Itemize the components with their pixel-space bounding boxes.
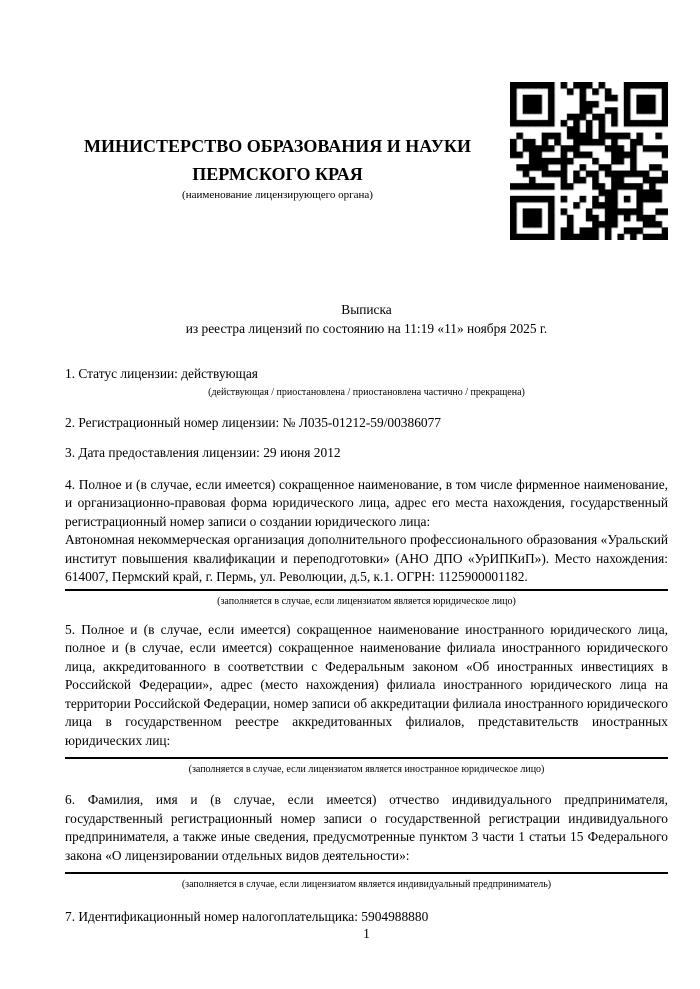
- foreign-entity-caption: (заполняется в случае, если лицензиатом является иностранное юридическое лицо): [188, 764, 545, 775]
- license-date-text: 3. Дата предоставления лицензии: 29 июня 2012: [65, 445, 341, 460]
- legal-entity-prompt: 4. Полное и (в случае, если имеется) сокращенное наименование, в том числе фирменное наименование, и организационно-правовая форма юридического лица, адрес его места нахождения, государственный регистрационный номер записи о создании юридического лица:: [65, 476, 668, 529]
- org-caption: (наименование лицензирующего органа): [182, 189, 373, 201]
- item-legal-entity: [65, 476, 668, 608]
- document-title: [65, 300, 668, 338]
- org-name-line1: МИНИСТЕРСТВО ОБРАЗОВАНИЯ И НАУКИ: [84, 136, 471, 156]
- license-status-text: 1. Статус лицензии: действующая: [65, 366, 258, 381]
- taxpayer-number-text: 7. Идентификационный номер налогоплательщика: 5904988880: [65, 909, 429, 924]
- item-license-date: [65, 444, 668, 463]
- legal-entity-value: Автономная некоммерческая организация дополнительного профессионального образования «Уральский институт повышения квалификации и переподготовки» (АНО ДПО «УрИПКиП»). Место нахождения: 614007, Пермский край, г. Пермь, ул. Революции, д.5, к.1. ОГРН: 1125900001182.: [65, 532, 668, 584]
- document-header: [65, 82, 668, 240]
- item-registration-number: [65, 414, 668, 433]
- licensing-authority-block: [65, 132, 510, 201]
- org-name-line2: ПЕРМСКОГО КРАЯ: [192, 164, 363, 184]
- license-status-caption: (действующая / приостановлена / приостановлена частично / прекращена): [208, 386, 525, 398]
- foreign-entity-prompt: 5. Полное и (в случае, если имеется) сокращенное наименование иностранного юридического лица, полное и (в случае, если имеется) сокращенное наименование филиала иностранного юридического лица, аккредитованного в соответствии с Федеральным законом «Об иностранных инвестициях в Российской Федерации», адрес (место нахождения) филиала иностранного юридического лица на территории Российской Федерации, номер записи об аккредитации филиала иностранного юридического лица в государственном реестре аккредитованных филиалов, представительств иностранных юридических лиц:: [65, 621, 668, 748]
- qr-code-icon: [510, 82, 668, 240]
- item-license-status: [65, 365, 668, 399]
- item-foreign-entity: [65, 621, 668, 777]
- title-line1: Выписка: [341, 302, 392, 317]
- item-taxpayer-number: [65, 908, 668, 927]
- individual-entrepreneur-caption: (заполняется в случае, если лицензиатом является индивидуальный предприниматель): [181, 879, 552, 890]
- org-name: [65, 132, 490, 188]
- page-number: 1: [363, 926, 370, 941]
- legal-entity-caption: (заполняется в случае, если лицензиатом является юридическое лицо): [217, 595, 516, 607]
- registration-number-text: 2. Регистрационный номер лицензии: № Л035-01212-59/00386077: [65, 414, 441, 430]
- item-individual-entrepreneur: [65, 791, 668, 891]
- title-line2: из реестра лицензий по состоянию на 11:19 «11» ноября 2025 г.: [185, 321, 548, 336]
- foreign-entity-rule: [65, 757, 668, 759]
- individual-entrepreneur-prompt: 6. Фамилия, имя и (в случае, если имеется) отчество индивидуального предпринимателя, государственный регистрационный номер записи о государственной регистрации индивидуального предпринимателя, а также иные сведения, предусмотренные пунктом 3 части 1 статьи 15 Федерального закона «О лицензировании отдельных видов деятельности»:: [65, 792, 668, 863]
- individual-entrepreneur-rule: [65, 872, 668, 874]
- legal-entity-rule: [65, 589, 668, 591]
